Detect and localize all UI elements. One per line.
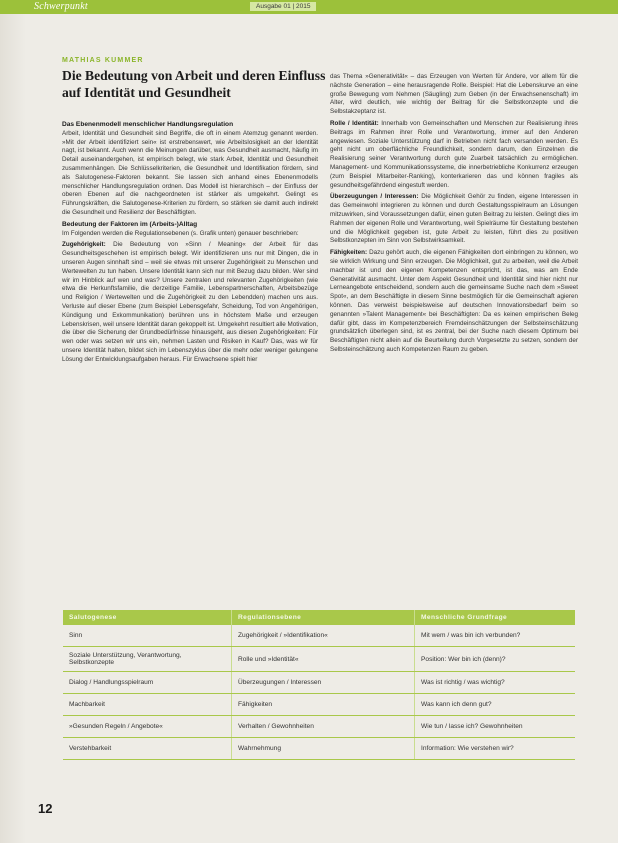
- page-number: 12: [38, 801, 53, 816]
- page-gutter: [0, 0, 26, 843]
- table-cell: Fähigkeiten: [232, 694, 415, 716]
- table-cell: Mit wem / was bin ich verbunden?: [415, 625, 576, 647]
- table-cell: Was kann ich denn gut?: [415, 694, 576, 716]
- paragraph: [62, 241, 318, 364]
- paragraph: [62, 130, 318, 218]
- issue-label: Ausgabe 01 | 2015: [250, 2, 316, 11]
- paragraph-label: Rolle / Identität:: [330, 119, 379, 127]
- paragraph-text: Die Bedeutung von »Sinn / Meaning« der Arbeit für das Gesundheitsgeschehen ist empirisch belegt. Wir identifizieren uns nur mit Dingen, die in unseren Augen sinnhaft sind – weil sie etwas mit unserer Zugehörigkeit zu Menschen und Wertewelten zu tun haben. Unsere Identität kann sich nur mit Bezug dazu bilden. Wer sind wir im Hinblick auf wen und was? Unsere zentralen und relevanten Zugehörigkeiten (wie etwa die Herkunftsfamilie, die derzeitige Familie, Lebenspartnerschaften, Arbeitsbezüge und Religion / Wertewelten und die Zugehörigkeit zu den Lebendden) machen uns aus. Verluste auf dieser Ebene (zum Beispiel Lebensgefahr, Scheidung, Tod von Angehörigen, Kündigung und Exkommunikation) berühren uns in höchstem Maße und erzeugen Lebenskrisen, weil unsere Identität daran gekoppelt ist. Umgekehrt resultiert alle Motivation, die über die Sicherung der Grundbedürfnisse hinausgeht, aus diesen Zugehörigkeiten: Für wen oder was setzen wir uns ein, nehmen Lasten und Risiken in Kauf? Das, was wir für unsere Identität halten, bildet sich im Lebenszyklus über die mehr oder weniger gelungene Lösung der Entwicklungsaufgaben heraus. Für Erwachsene spielt hier: [62, 241, 319, 363]
- paragraph-text: Dazu gehört auch, die eigenen Fähigkeiten dort einbringen zu können, wo sie wirklich Wirkung und Sinn erzeugen. Die Möglichkeit, gut zu arbeiten, weil die Arbeit machbar ist und den eigenen Kompetenzen entspricht, ist das, was am Ende Generativität ausmacht. Unter dem Aspekt Gesundheit und Identität sind hier nicht nur Lerneangebote entscheidend, sondern auch die gemeinsame Suche nach dem »Sweet Spot«, an dem Beschäftigte in diesem Sinne bestmöglich für die Gemeinschaft agieren können. Das verweist beispielsweise auf deutschen Innovationsbedarf beim so genannten »Talent Management« bei Beschäftigten: Da es keinen empirischen Beleg dafür gibt, dass im Kompetenzbereich Fremdeinschätzungen der Selbsteinschätzung grundsätzlich überlegen sind, ist es zentral, bei der Suche nach diesem Optimum bei Beschäftigten nicht allein auf die Beurteilung durch Vorgesetzte zu setzen, sondern der Selbsteinschätzung auch Kompetenzen Raum zu geben.: [330, 249, 578, 353]
- table-header-cell: Regulationsebene: [232, 610, 415, 625]
- paragraph-text: Im Folgenden werden die Regulationsebenen (s. Grafik unten) genauer beschrieben:: [62, 229, 299, 237]
- text-column-right: [330, 73, 578, 358]
- table-cell: Wahrnehmung: [232, 738, 415, 760]
- paragraph-label: Zugehörigkeit:: [62, 241, 106, 249]
- regulation-levels-table: [63, 610, 575, 760]
- table-cell: Information: Wie verstehen wir?: [415, 738, 576, 760]
- table-row: [63, 647, 575, 672]
- paragraph-text: Die Möglichkeit Gehör zu finden, eigene Interessen in das Gemeinwohl integrieren zu können und durch Gestaltungsspielraum an Lösungen mitzuwirken, sind Voraussetzungen dafür, einen guten Beitrag zu leisten. Gelingt dies im Rahmen der eigenen Rolle und Verantwortung, weil Spielräume für Gestaltung bestehen und die Möglichkeit gegeben ist, gute Arbeit zu leisten, führt dies zu positiven Selbstkonzepten im Sinn von Selbstwirksamkeit.: [330, 193, 578, 245]
- paragraph: [330, 249, 578, 355]
- table-row: [63, 672, 575, 694]
- article-title: Die Bedeutung von Arbeit und deren Einfluss auf Identität und Gesundheit: [62, 68, 326, 100]
- table-cell: Zugehörigkeit / »Identifikation«: [232, 625, 415, 647]
- paragraph-text: Arbeit, Identität und Gesundheit sind Begriffe, die oft in einem Atemzug genannt werden. »Mit der Arbeit identifiziert sein« ist erstrebenswert, wie Arbeitslosigkeit an der Identität nagt, ist bekannt. Auch wenn die Meinungen darüber, was Gesundheit ausmacht, häufig im Detail auseinandergehen, ist empirisch belegt, wie stark Arbeit, Identität und Gesundheit zusammenhängen. Die Schlüsselkriterien, die Gesundheit und Identifikation fördern, sind als Salutogenese-Faktoren bekannt. Sie lassen sich anhand eines Ebenenmodells menschlicher Handlungsregulation ordnen. Das Modell ist hierarchisch – der Einfluss der oberen Ebenen auf die nachgeordneten ist stärker als umgekehrt. Gelingt es Führungskräften, die Salutogenese-Kriterien zu fördern, so stärken sie damit auch indirekt die Gesundheit und Resilienz der Beschäftigten.: [62, 129, 318, 216]
- section-heading: Bedeutung der Faktoren im (Arbeits-)Alltag: [62, 220, 198, 228]
- paragraph-text: das Thema »Generativität« – das Erzeugen von Werten für Andere, vor allem für die nächste Generation – eine herausragende Rolle. Beispiel: Hat die Lebenskurve an eine große Bewegung vom Nehmen (Säugling) zum Geben (in der Erwachsenenschaft) im Alter, wird deutlich, wie wichtig der Beitrag für die Selbstkonzepte und die Selbstakzeptanz ist.: [330, 73, 578, 116]
- paragraph: [62, 230, 318, 239]
- table-cell: Verhalten / Gewohnheiten: [232, 716, 415, 738]
- table-cell: Sinn: [63, 625, 232, 647]
- paragraph-label: Überzeugungen / Interessen:: [330, 193, 419, 201]
- table-row: [63, 694, 575, 716]
- table-cell: »Gesunden Regeln / Angebote«: [63, 716, 232, 738]
- table-cell: Position: Wer bin ich (denn)?: [415, 647, 576, 672]
- table-row: [63, 716, 575, 738]
- text-column-left: [62, 119, 318, 368]
- table-cell: Soziale Unterstützung, Verantwortung, Selbstkonzepte: [63, 647, 232, 672]
- header-bar: [0, 0, 618, 14]
- table-row: [63, 625, 575, 647]
- article-author: MATHIAS KUMMER: [62, 57, 144, 64]
- table-body: [63, 625, 575, 760]
- table-cell: Dialog / Handlungsspielraum: [63, 672, 232, 694]
- section-title: Schwerpunkt: [34, 1, 88, 12]
- table-cell: Rolle und »Identität«: [232, 647, 415, 672]
- table-cell: Machbarkeit: [63, 694, 232, 716]
- table-header-cell: Menschliche Grundfrage: [415, 610, 576, 625]
- paragraph: [330, 73, 578, 117]
- paragraph: [330, 193, 578, 246]
- table-cell: Was ist richtig / was wichtig?: [415, 672, 576, 694]
- table-header-cell: Salutogenese: [63, 610, 232, 625]
- paragraph: [330, 120, 578, 190]
- table-cell: Überzeugungen / Interessen: [232, 672, 415, 694]
- paragraph-text: Innerhalb von Gemeinschaften und Menschen zur Realisierung ihres Beitrags im Rahmen ihrer Rolle und Verantwortung, immer auf den Anderen angewiesen. Soziale Unterstützung darf in Betrieben nicht fach versanden werden. Es geht nicht um oberflächliche Freundlichkeit, sondern darum, den Einzelnen die Realisierung seiner Verantwortung durch gute Zuarbeit tatsächlich zu ermöglichen. Management- und Kommunikationssysteme, die innerbetriebliche Konkurrenz erzeugen (zum Beispiel Mitarbeiter-Ranking), konterkarieren das und können fragiles als gesundheitsgefährdend eingestuft werden.: [330, 119, 579, 189]
- paragraph-label: Fähigkeiten:: [330, 249, 368, 257]
- table-header-row: [63, 610, 575, 625]
- table-cell: Verstehbarkeit: [63, 738, 232, 760]
- section-heading: Das Ebenenmodell menschlicher Handlungsregulation: [62, 121, 234, 128]
- table-row: [63, 738, 575, 760]
- table-cell: Wie tun / lasse ich? Gewohnheiten: [415, 716, 576, 738]
